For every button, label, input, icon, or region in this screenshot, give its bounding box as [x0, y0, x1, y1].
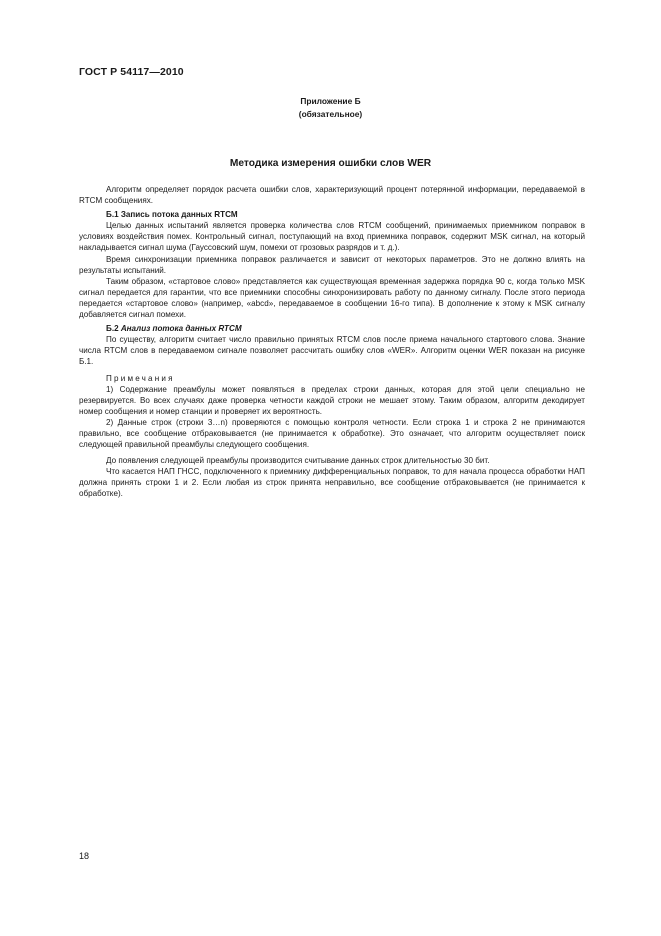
section-number: Б.1	[106, 210, 119, 220]
annex-status: (обязательное)	[298, 109, 363, 119]
notes-heading: Примечания	[106, 373, 175, 383]
standard-header: ГОСТ Р 54117—2010	[79, 66, 184, 78]
section-title: Анализ потока данных RTCM	[120, 324, 242, 334]
page-number: 18	[79, 851, 90, 861]
document-title: Методика измерения ошибки слов WER	[229, 158, 432, 169]
paragraph: Время синхронизации приемника поправок различается и зависит от некоторых параметров. Это не должно влиять на результаты испытаний.	[79, 254, 585, 275]
intro-paragraph: Алгоритм определяет порядок расчета ошибки слов, характеризующий процент потерянной информации, передаваемой в RTCM сообщениях.	[79, 185, 585, 206]
section-number: Б.2	[106, 324, 119, 334]
section-heading	[79, 323, 585, 334]
section-title: Запись потока данных RTCM	[120, 210, 238, 220]
paragraph: Таким образом, «стартовое слово» представляется как существующая временная задержка порядка 90 с, когда только MSK сигнал передается для гарантии, что все приемники способны синхронизировать работу по данному сигналу. После этого периода передается «стартовое слово» (например, «abcd», передаваемое в сообщении 16-го типа). В дополнение к этому к MSK сигналу добавляется сигнал помехи.	[79, 276, 585, 320]
annex-title: Приложение Б	[300, 96, 361, 106]
document-body	[79, 184, 585, 500]
paragraph: Что касается НАП ГНСС, подключенного к приемнику дифференциальных поправок, то для начала процесса обработки НАП должна принять строки 1 и 2. Если любая из строк принята неправильно, все сообщение отбраковывается (не принимается к обработке).	[79, 467, 585, 499]
paragraph: Целью данных испытаний является проверка количества слов RTCM сообщений, принимаемых приемником поправок в условиях воздействия помех. Контрольный сигнал, поступающий на вход приемника поправок, содержит MSK сигнал, на который накладывается сигнал шума (Гауссовский шум, помехи от грозовых разрядов и т. д.).	[79, 221, 585, 253]
note-item: 2) Данные строк (строки 3…n) проверяются с помощью контроля четности. Если строка 1 и строка 2 не принимаются правильно, все сообщение отбраковывается (не принимается к обработке). Это означает, что алгоритм осуществляет поиск следующей правильной преамбулы следующего сообщения.	[79, 417, 585, 450]
note-item: 1) Содержание преамбулы может появляться в пределах строки данных, которая для этой цели специально не резервируется. Во всех случаях даже проверка четности каждой строки не мешает этому. Таким образом, алгоритм декодирует номер сообщения и номер станции и проверяет их вероятность.	[79, 384, 585, 416]
paragraph: До появления следующей преамбулы производится считывание данных строк длительностью 30 бит.	[106, 456, 490, 466]
section-heading	[79, 209, 585, 220]
paragraph: По существу, алгоритм считает число правильно принятых RTCM слов после приема начального стартового слова. Знание числа RTCM слов в передаваемом сигнале позволяет рассчитать ошибку слов «WER». Алгоритм оценки WER показан на рисунке Б.1.	[79, 335, 585, 367]
